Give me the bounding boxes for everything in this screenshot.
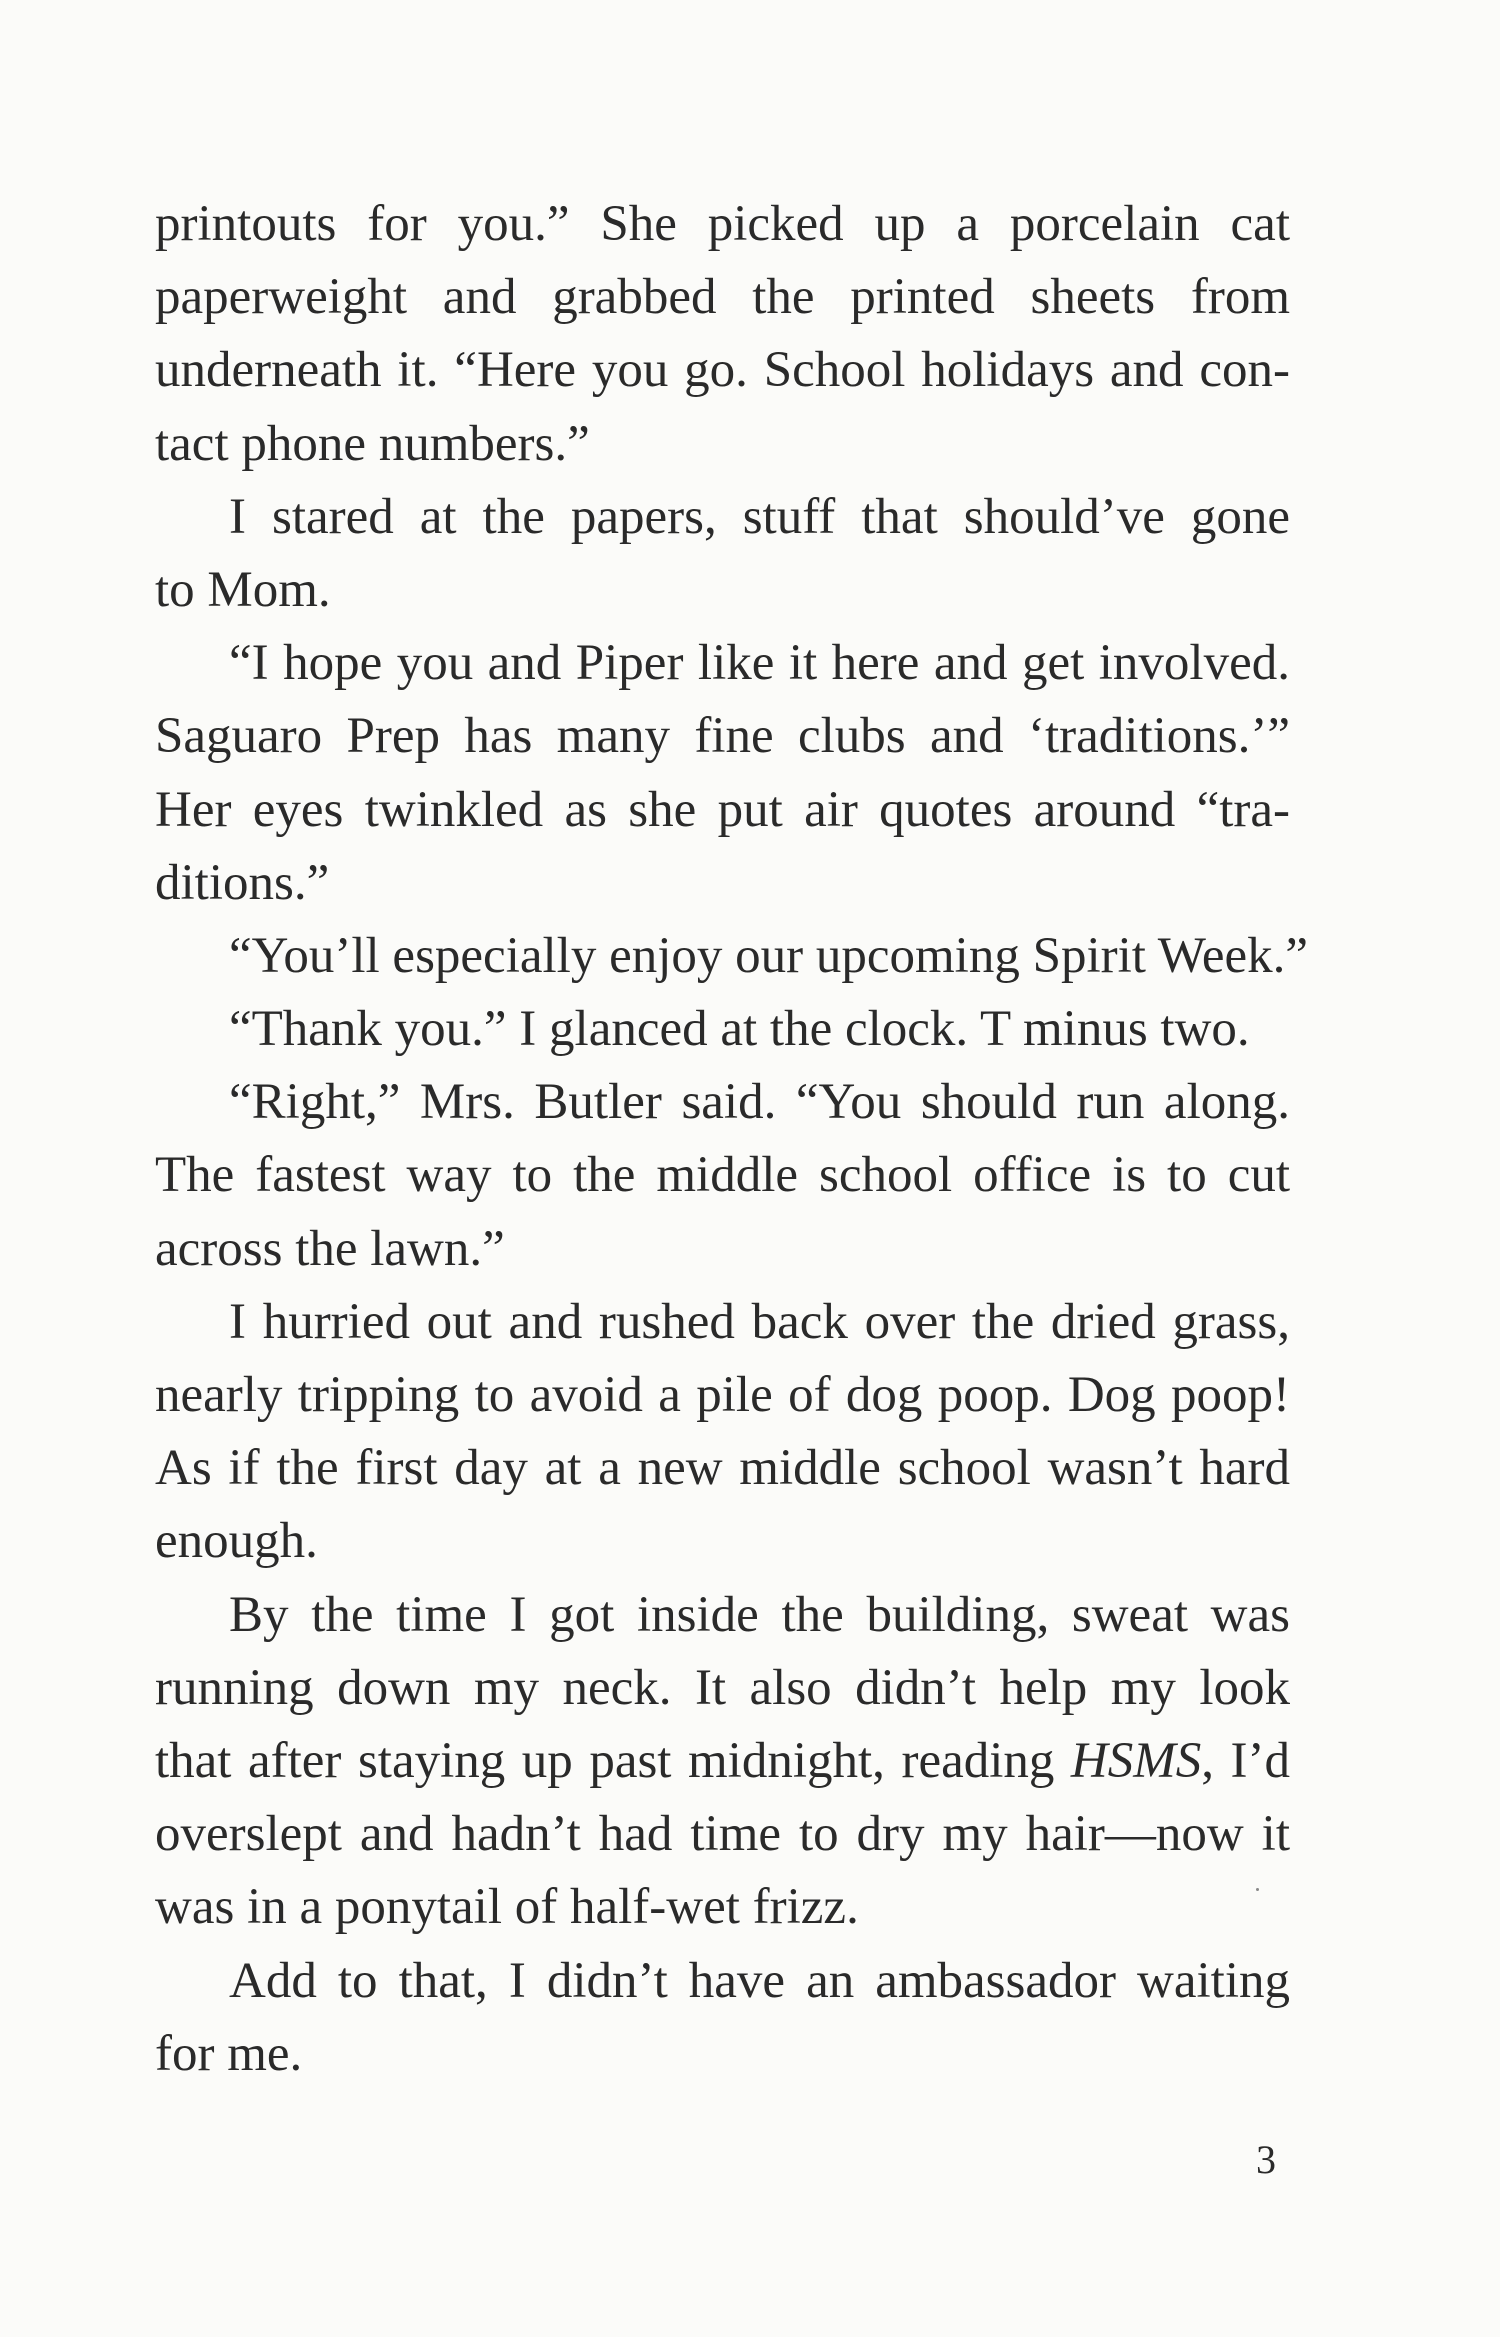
book-title-italic: HSMS [1070,1732,1202,1789]
text-line-11: “You’ll especially enjoy our upcoming Spirit Week.” [229,927,1308,984]
text-line-19: enough. [155,1513,318,1570]
text-line-14: The fastest way to the middle school office is to cut [155,1147,1290,1204]
text-line-6: to Mom. [155,561,331,618]
text-line-24: was in a ponytail of half-wet frizz. [155,1879,859,1936]
text-line-25: Add to that, I didn’t have an ambassador waiting [229,1952,1290,2009]
text-line-9: Her eyes twinkled as she put air quotes around “tra- [155,781,1290,838]
text-line-7: “I hope you and Piper like it here and get involved. [229,635,1290,692]
text-line-20: By the time I got inside the building, sweat was [229,1586,1290,1643]
text-line-12: “Thank you.” I glanced at the clock. T minus two. [229,1001,1250,1058]
text-line-13: “Right,” Mrs. Butler said. “You should run along. [229,1074,1290,1131]
text-line-4: tact phone numbers.” [155,415,590,472]
text-line-22 [155,1725,1290,1798]
text-line-5: I stared at the papers, stuff that should’ve gone [229,488,1290,545]
text-line-26: for me. [155,2025,303,2082]
text-line-1: printouts for you.” She picked up a porcelain cat [155,196,1290,252]
text-line-23: overslept and hadn’t had time to dry my hair—now it [155,1806,1290,1863]
text-line-15: across the lawn.” [155,1220,505,1277]
book-page-text [155,188,1308,2091]
text-line-2: paperweight and grabbed the printed sheets from [155,269,1290,326]
page-number: 3 [1256,2137,1276,2182]
text-line-16: I hurried out and rushed back over the dried grass, [229,1293,1290,1350]
text-line-17: nearly tripping to avoid a pile of dog poop. Dog poop! [155,1367,1290,1423]
text-line-21: running down my neck. It also didn’t help my look [155,1659,1290,1716]
text-line-3: underneath it. “Here you go. School holidays and con- [155,342,1290,399]
text-line-10: ditions.” [155,854,330,911]
scan-speck [1256,1888,1259,1891]
text-line-18: As if the first day at a new middle school wasn’t hard [155,1440,1290,1497]
text-line-22-start: that after staying up past midnight, reading [155,1732,1071,1789]
text-line-8: Saguaro Prep has many fine clubs and ‘traditions.’” [155,708,1290,765]
text-line-22-end: , I’d [1201,1732,1290,1789]
